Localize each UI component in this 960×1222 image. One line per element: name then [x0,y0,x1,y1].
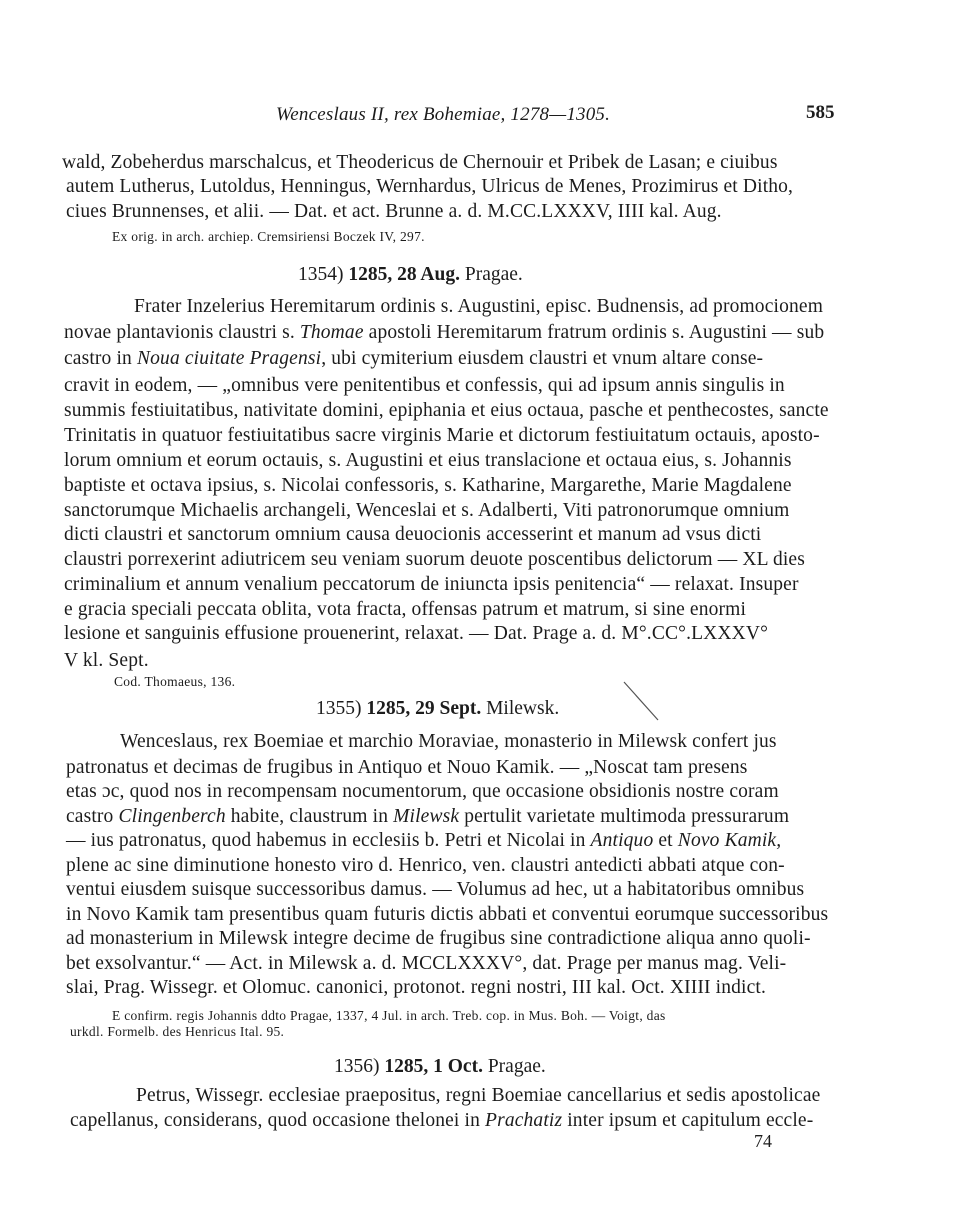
text-line [66,904,828,926]
text-segment: Frater Inzelerius Heremitarum ordinis s. Augustini, episc. Budnensis, ad promocionem [134,296,824,317]
text-line [66,855,785,877]
italic-name: Novo Kamik, [677,830,782,851]
text-segment: pertulit varietate multimoda pressurarum [459,806,790,827]
source-note: urkdl. Formelb. des Henricus Ital. 95. [70,1024,285,1039]
text-line [136,1085,820,1107]
text-segment: novae plantavionis claustri s. [64,322,300,343]
document-heading-1356 [334,1056,546,1078]
text-segment: claustri porrexerint adiutricem seu veniam suorum deuote poscentibus delictorum — XL dies [64,549,805,570]
text-segment: lorum omnium et eorum octauis, s. Augustini et eius translacione et octaua eius, s. Johannis [64,450,792,471]
text-segment: cravit in eodem, — „omnibus vere penitentibus et confessis, qui ad ipsum annis singulis in [64,375,785,396]
text-segment: baptiste et octava ipsius, s. Nicolai confessoris, s. Katharine, Margarethe, Marie Magdalene [64,475,792,496]
text-line [64,450,792,472]
document-place: Pragae. [487,1056,546,1077]
text-line [66,977,766,999]
text-segment: sanctorumque Michaelis archangeli, Wenceslai et s. Adalberti, Viti patronorumque omnium [64,500,790,521]
signature-mark: 74 [754,1131,772,1151]
text-segment: patronatus et decimas de frugibus in Antiquo et Nouo Kamik. — „Noscat tam presens [66,757,748,778]
text-segment: inter ipsum et capitulum eccle- [562,1110,814,1131]
text-line [66,830,781,852]
text-line [64,400,829,422]
running-title: Wenceslaus II, rex Bohemiae, 1278—1305. [276,104,611,125]
text-line [64,574,799,596]
text-segment: castro [66,806,119,827]
text-segment: e gracia speciali peccata oblita, vota fracta, offensas patrum et matrum, si sine enormi [64,599,747,620]
document-date: 1285, 29 Sept. [366,698,482,719]
text-line [64,475,792,497]
text-line [64,322,824,344]
text-line [66,757,748,779]
text-segment: et [653,830,678,851]
document-number: 1354) [298,264,344,285]
text-line [64,375,785,397]
text-segment: Trinitatis in quatuor festiuitatibus sacre virginis Marie et dictorum festiuitatum octauis, aposto- [64,425,820,446]
text-segment: plene ac sine diminutione honesto viro d. Henrico, ven. claustri antedicti abbati atque con- [66,855,785,876]
text-line [64,599,746,621]
text-line [64,500,790,522]
text-segment: etas ɔc, quod nos in recompensam nocumentorum, que occasione obsidionis nostre coram [66,781,779,802]
document-place: Milewsk. [486,698,560,719]
source-note: Ex orig. in arch. archiep. Cremsiriensi Boczek IV, 297. [112,229,425,244]
text-segment: ventui eiusdem suisque successoribus damus. — Volumus ad hec, ut a habitatoribus omnibus [66,879,805,900]
text-line: wald, Zobeherdus marschalcus, et Theodericus de Chernouir et Pribek de Lasan; e ciuibus [62,152,778,173]
italic-name: Clingenberch [118,806,226,827]
text-line [64,425,820,447]
text-line [66,953,786,975]
text-line [66,928,811,950]
text-segment: Petrus, Wissegr. ecclesiae praepositus, regni Boemiae cancellarius et sedis apostolicae [136,1085,821,1106]
text-line [120,731,777,753]
text-line [64,549,805,571]
source-note: E confirm. regis Johannis ddto Pragae, 1337, 4 Jul. in arch. Treb. cop. in Mus. Boh. — Voigt, das [112,1008,666,1023]
italic-name: Antiquo [590,830,654,851]
text-segment: Wenceslaus, rex Boemiae et marchio Moraviae, monasterio in Milewsk confert jus [120,731,777,752]
italic-name: Milewsk [393,806,460,827]
document-heading-1354 [298,264,523,286]
text-line [66,781,779,803]
text-line: autem Lutherus, Lutoldus, Henningus, Wernhardus, Ulricus de Menes, Prozimirus et Ditho, [66,176,794,197]
text-line [64,623,768,645]
text-line [70,1110,813,1132]
italic-name: Noua ciuitate Pragensi [136,348,322,369]
document-date: 1285, 1 Oct. [384,1056,483,1077]
text-line [66,806,789,828]
text-line [66,879,804,901]
text-segment: in Novo Kamik tam presentibus quam futuris dictis abbati et conventui eorumque successoribus [66,904,829,925]
source-note: Cod. Thomaeus, 136. [114,674,236,689]
italic-name: Thomae [299,322,364,343]
pencil-stroke-mark [622,680,662,724]
text-segment: capellanus, considerans, quod occasione thelonei in [70,1110,486,1131]
text-segment: dicti claustri et sanctorum omnium causa deuocionis accesserint et manum ad vsus dicti [64,524,762,545]
text-line [64,650,149,672]
document-place: Pragae. [464,264,523,285]
text-segment: summis festiuitatibus, nativitate domini, epiphania et eius octaua, pasche et penthecostes, sancte [64,400,829,421]
text-segment: lesione et sanguinis effusione prouenerint, relaxat. — Dat. Prage a. d. M°.CC°.LXXXV° [64,623,769,644]
text-segment: bet exsolvantur.“ — Act. in Milewsk a. d. MCCLXXXV°, dat. Prage per manus mag. Veli- [66,953,787,974]
text-segment: apostoli Heremitarum fratrum ordinis s. Augustini — sub [363,322,825,343]
text-segment: V kl. Sept. [64,650,149,671]
document-heading-1355 [316,698,559,720]
text-segment: castro in [64,348,137,369]
italic-name: Prachatiz [485,1110,563,1131]
text-line: ciues Brunnenses, et alii. — Dat. et act. Brunne a. d. M.CC.LXXXV, IIII kal. Aug. [66,201,722,222]
document-number: 1356) [334,1056,380,1077]
running-head [0,104,960,128]
text-segment: — ius patronatus, quod habemus in ecclesiis b. Petri et Nicolai in [66,830,591,851]
text-line [134,296,823,318]
text-segment: , ubi cymiterium eiusdem claustri et vnum altare conse- [321,348,764,369]
text-line [64,348,763,370]
text-segment: slai, Prag. Wissegr. et Olomuc. canonici, protonot. regni nostri, III kal. Oct. XIIII indict. [66,977,767,998]
page-number: 585 [806,102,835,123]
text-line [64,524,761,546]
text-segment: criminalium et annum venalium peccatorum de iniuncta ipsis penitencia“ — relaxat. Insuper [64,574,799,595]
document-date: 1285, 28 Aug. [348,264,460,285]
text-segment: ad monasterium in Milewsk integre decime de frugibus sine contradictione aliqua anno quoli- [66,928,811,949]
document-number: 1355) [316,698,362,719]
text-segment: habite, claustrum in [225,806,394,827]
